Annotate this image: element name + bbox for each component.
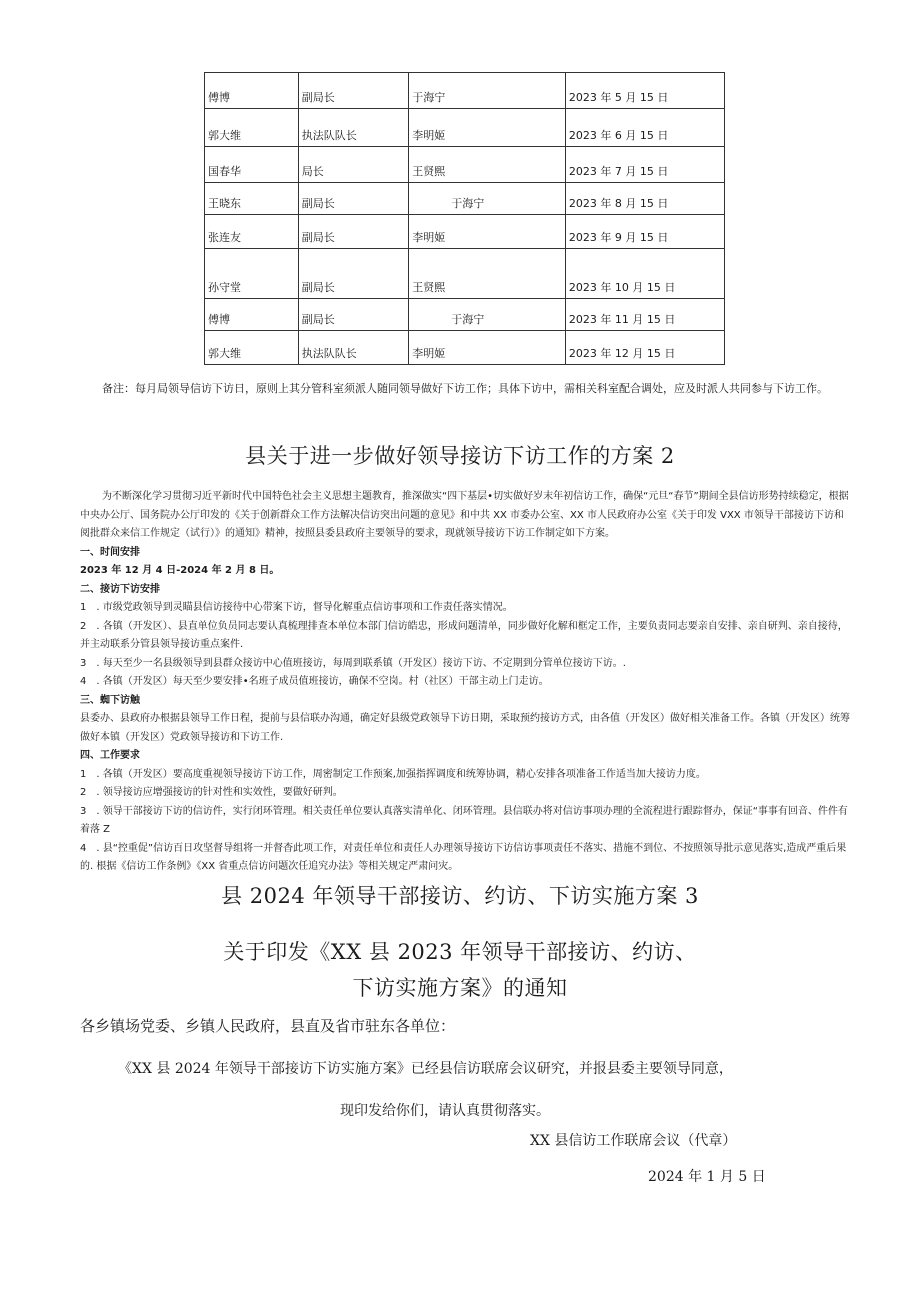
accompany-cell: 王贤熙 [409,147,566,183]
accompany-cell: 李明姬 [409,215,566,249]
schedule-row [205,215,725,249]
time-range: 2023 年 12 月 4 日-2024 年 2 月 8 日。 [80,565,280,576]
accompany-cell: 于海宁 [409,183,566,215]
visit-date-cell: 2023 年 8 月 15 日 [565,183,724,215]
schedule-row [205,299,725,331]
heading-time: 一、时间安排 [80,546,140,558]
arrange-item: 1 . 市级党政领导到灵瞄县信访接待中心带案下访，督导化解重点信访事项和工作责任落实情况。 [80,602,513,613]
leader-name-cell: 傅博 [205,299,299,331]
requirement-item: 4 . 县“控重促”信访百日攻坚督导组将一并督杳此项工作，对责任单位和责任人办理领导接访下访信访事项责任不落实、措施不到位、不按照领导批示意见落实,造成严重后果的. 根据《信访工作条例》《XX 省重点信访问题次任追究办法》等相关规定严肃问灾。 [80,842,847,872]
visit-date-cell: 2023 年 9 月 15 日 [565,215,724,249]
heading-method: 三、蜘下访触 [80,694,140,706]
arrange-item: 2 . 各镇（开发区）、县直单位负员同志要认真梳理排查本单位本部门信访皓忠，形成问题清单，同步做好化解和框定工作，主要负责同志要亲自安排、亲自研判、亲自接待，并主动联系分管县领导接访重点案件. [80,620,848,650]
accompany-cell: 于海宁 [409,299,566,331]
schedule-row [205,331,725,365]
schedule-row [205,73,725,109]
addressee: 各乡镇场党委、乡镇人民政府，县直及省市驻东各单位： [80,1017,456,1035]
leader-name-cell: 郭大维 [205,109,299,147]
notice-body-line2: 现印发给你们，请认真贯彻落实。 [340,1103,550,1119]
section2-title: 县关于进一步做好领导接访下访工作的方案 2 [245,444,675,468]
section2-intro: 为不断深化学习贯彻习近平新时代中国特色社会主义思想主题教育，推深做实“四下基层•切实做好岁末年初信访工作，确保“元旦“春节”期间全县信访形势持续稳定，根据中央办公厅、国务院办公厅印发的《关于创新群众工作方法解决信访突出问题的意见》和中共 XX 市委办公室、XX 市人民政府办公室《关于印发 VXX 市领导干部接访下访和阅批群众来信工作规定（试行）》的通知》精神，按照县委县政府主要领导的要求，现就领导接访下访工作制定如下方案。 [80,491,849,539]
method-text: 县委办、县政府办根据县领导工作日程，提前与县信联办沟通，确定好县级党政领导下访日期，采取预约接访方式，由各值（开发区）做好相关准备工作。各镇（开发区）统筹做好本镇（开发区）党政领导接访和下访工作. [80,713,850,743]
notice-title-line1: 关于印发《XX 县 2023 年领导干部接访、约访、 [223,940,697,964]
section3-title: 县 2024 年领导干部接访、约访、下访实施方案 3 [221,884,699,908]
requirement-item: 3 . 领导干部接访下访的信访件，实行闭环管理。相关责任单位要认真落实清单化、闭环管理。县信联办将对信访事项办理的全流程进行跟踪督办，保证“事事有回音、件件有着落 Z [80,805,848,835]
schedule-row [205,183,725,215]
leader-title-cell: 副局长 [298,249,409,299]
requirement-item: 2 . 领导接访应增强接访的针对性和实效性，要做好研判。 [80,787,343,798]
visit-date-cell: 2023 年 11 月 15 日 [565,299,724,331]
accompany-cell: 于海宁 [409,73,566,109]
arrange-item: 4 . 各镇（开发区）每天至少要安排•名班子成员值班接访，确保不空岗。村（社区）干部主动上门走访。 [80,676,549,687]
leader-name-cell: 国春华 [205,147,299,183]
leader-title-cell: 副局长 [298,73,409,109]
visit-date-cell: 2023 年 6 月 15 日 [565,109,724,147]
schedule-row [205,249,725,299]
leader-name-cell: 王晓东 [205,183,299,215]
schedule-note: 备注：每月局领导信访下访日，原则上其分管科室须派人随同领导做好下访工作；具体下访中，需相关科室配合调处，应及时派人共同参与下访工作。 [102,382,828,395]
arrange-item: 3 . 每天至少一名县级领导到县群众接访中心值班接访，每周到联系镇（开发区）接访下访、不定期到分管单位接访下访。. [80,657,626,669]
notice-date: 2024 年 1 月 5 日 [648,1169,766,1185]
notice-title-line2: 下访实施方案》的通知 [352,976,568,1000]
schedule-table-body [205,73,725,365]
leader-title-cell: 副局长 [298,183,409,215]
leader-title-cell: 副局长 [298,215,409,249]
notice-body-line1: 《XX 县 2024 年领导干部接访下访实施方案》已经县信访联席会议研究，并报县委主要领导同意， [118,1061,733,1077]
leader-title-cell: 副局长 [298,299,409,331]
schedule-row [205,147,725,183]
leader-title-cell: 执法队队长 [298,331,409,365]
leader-name-cell: 孙守堂 [205,249,299,299]
leader-name-cell: 傅博 [205,73,299,109]
leader-name-cell: 张连友 [205,215,299,249]
heading-requirements: 四、工作要求 [80,750,140,761]
visit-date-cell: 2023 年 7 月 15 日 [565,147,724,183]
signature: XX 县信访工作联席会议（代章） [530,1133,737,1149]
leader-visit-schedule-table [204,72,725,365]
accompany-cell: 李明姬 [409,331,566,365]
requirement-item: 1 . 各镇（开发区）要高度重视领导接访下访工作，周密制定工作预案,加强指挥调度和统筹协调，精心安排各项准备工作适当加大接访力度。 [80,768,706,780]
schedule-row [205,109,725,147]
section2-body [80,488,850,877]
leader-title-cell: 执法队队长 [298,109,409,147]
accompany-cell: 王贤熙 [409,249,566,299]
visit-date-cell: 2023 年 5 月 15 日 [565,73,724,109]
visit-date-cell: 2023 年 10 月 15 日 [565,249,724,299]
leader-name-cell: 郭大维 [205,331,299,365]
accompany-cell: 李明姬 [409,109,566,147]
leader-title-cell: 局长 [298,147,409,183]
heading-arrange: 二、接访下访安排 [80,583,160,595]
visit-date-cell: 2023 年 12 月 15 日 [565,331,724,365]
